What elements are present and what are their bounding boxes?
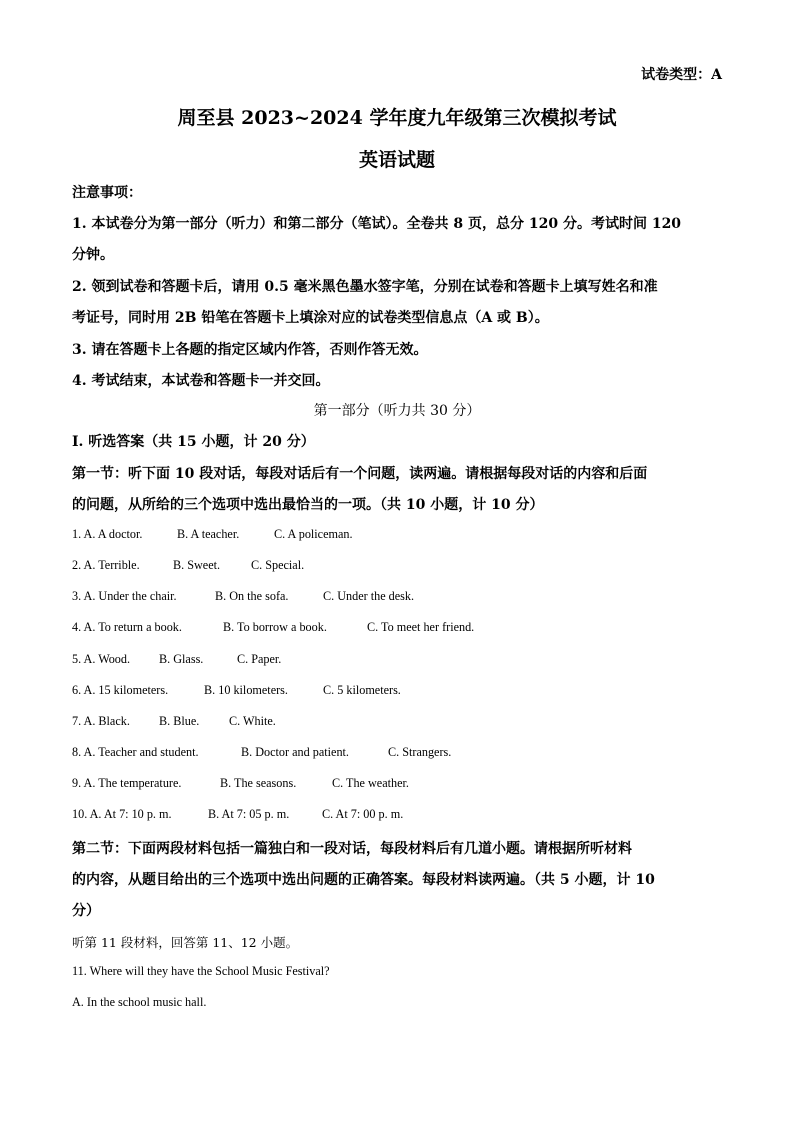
- notice-line: 考证号，同时用 2B 铅笔在答题卡上填涂对应的试卷类型信息点（A 或 B）。: [72, 310, 549, 326]
- option-b: B. Blue.: [159, 714, 200, 728]
- sec2-instruction-line: 的内容，从题目给出的三个选项中选出问题的正确答案。每段材料读两遍。（共 5 小题，计 10: [72, 872, 655, 888]
- option-a: 7. A. Black.: [72, 714, 130, 728]
- question-11-option-a: A. In the school music hall.: [72, 995, 207, 1009]
- question-11: 11. Where will they have the School Music Festival?: [72, 964, 330, 978]
- sec1-instruction-line: 的问题，从所给的三个选项中选出最恰当的一项。（共 10 小题，计 10 分）: [72, 497, 544, 513]
- option-c: C. The weather.: [332, 776, 409, 790]
- option-a: 5. A. Wood.: [72, 652, 131, 666]
- question-row: [72, 589, 414, 604]
- option-b: B. 10 kilometers.: [204, 683, 288, 697]
- option-a: 10. A. At 7: 10 p. m.: [72, 807, 172, 821]
- option-a: 8. A. Teacher and student.: [72, 745, 199, 759]
- notice-label: 注意事项：: [72, 185, 142, 201]
- notice-line: 分钟。: [72, 247, 114, 263]
- option-c: C. Special.: [251, 558, 305, 572]
- option-a: 4. A. To return a book.: [72, 620, 182, 634]
- section1-title: Ⅰ. 听选答案（共 15 小题，计 20 分）: [72, 434, 315, 450]
- question-row: [72, 558, 304, 573]
- exam-subtitle: 英语试题: [358, 149, 435, 171]
- option-a: 6. A. 15 kilometers.: [72, 683, 169, 697]
- question-row: [72, 652, 281, 667]
- option-c: C. A policeman.: [274, 527, 353, 541]
- question-row: [72, 620, 474, 635]
- option-a: 9. A. The temperature.: [72, 776, 182, 790]
- option-c: C. At 7: 00 p. m.: [322, 807, 404, 821]
- notice-line: 3. 请在答题卡上各题的指定区域内作答，否则作答无效。: [72, 342, 428, 358]
- question-row: [72, 683, 401, 698]
- paper-type: 试卷类型：A: [641, 67, 722, 83]
- option-b: B. A teacher.: [177, 527, 240, 541]
- question-row: [72, 807, 403, 822]
- option-c: C. 5 kilometers.: [323, 683, 401, 697]
- notice-line: 2. 领到试卷和答题卡后，请用 0.5 毫米黑色墨水签字笔，分别在试卷和答题卡上填写姓名和准: [72, 279, 658, 295]
- notice-line: 1. 本试卷分为第一部分（听力）和第二部分（笔试）。全卷共 8 页，总分 120 分。考试时间 120: [72, 216, 682, 232]
- option-c: C. Strangers.: [388, 745, 452, 759]
- sec1-instruction-line: 第一节：听下面 10 段对话，每段对话后有一个问题，读两遍。请根据每段对话的内容和后面: [72, 466, 648, 482]
- part1-title: 第一部分（听力共 30 分）: [313, 403, 481, 419]
- option-c: C. Paper.: [237, 652, 282, 666]
- option-b: B. The seasons.: [220, 776, 297, 790]
- option-b: B. At 7: 05 p. m.: [208, 807, 290, 821]
- material-intro: 听第 11 段材料，回答第 11、12 小题。: [72, 935, 299, 950]
- option-a: 1. A. A doctor.: [72, 527, 143, 541]
- exam-title: 周至县 2023~2024 学年度九年级第三次模拟考试: [177, 107, 617, 129]
- option-a: 2. A. Terrible.: [72, 558, 140, 572]
- sec2-instruction-line: 分）: [72, 903, 100, 919]
- option-b: B. Sweet.: [173, 558, 221, 572]
- option-b: B. Glass.: [159, 652, 204, 666]
- question-row: [72, 714, 276, 729]
- option-c: C. White.: [229, 714, 276, 728]
- option-b: B. To borrow a book.: [223, 620, 327, 634]
- question-row: [72, 745, 451, 760]
- option-a: 3. A. Under the chair.: [72, 589, 177, 603]
- option-b: B. Doctor and patient.: [241, 745, 349, 759]
- question-row: [72, 527, 353, 542]
- question-row: [72, 776, 409, 791]
- notice-line: 4. 考试结束，本试卷和答题卡一并交回。: [72, 373, 330, 389]
- option-b: B. On the sofa.: [215, 589, 289, 603]
- option-c: C. Under the desk.: [323, 589, 415, 603]
- sec2-instruction-line: 第二节：下面两段材料包括一篇独白和一段对话，每段材料后有几道小题。请根据所听材料: [72, 841, 632, 857]
- option-c: C. To meet her friend.: [367, 620, 475, 634]
